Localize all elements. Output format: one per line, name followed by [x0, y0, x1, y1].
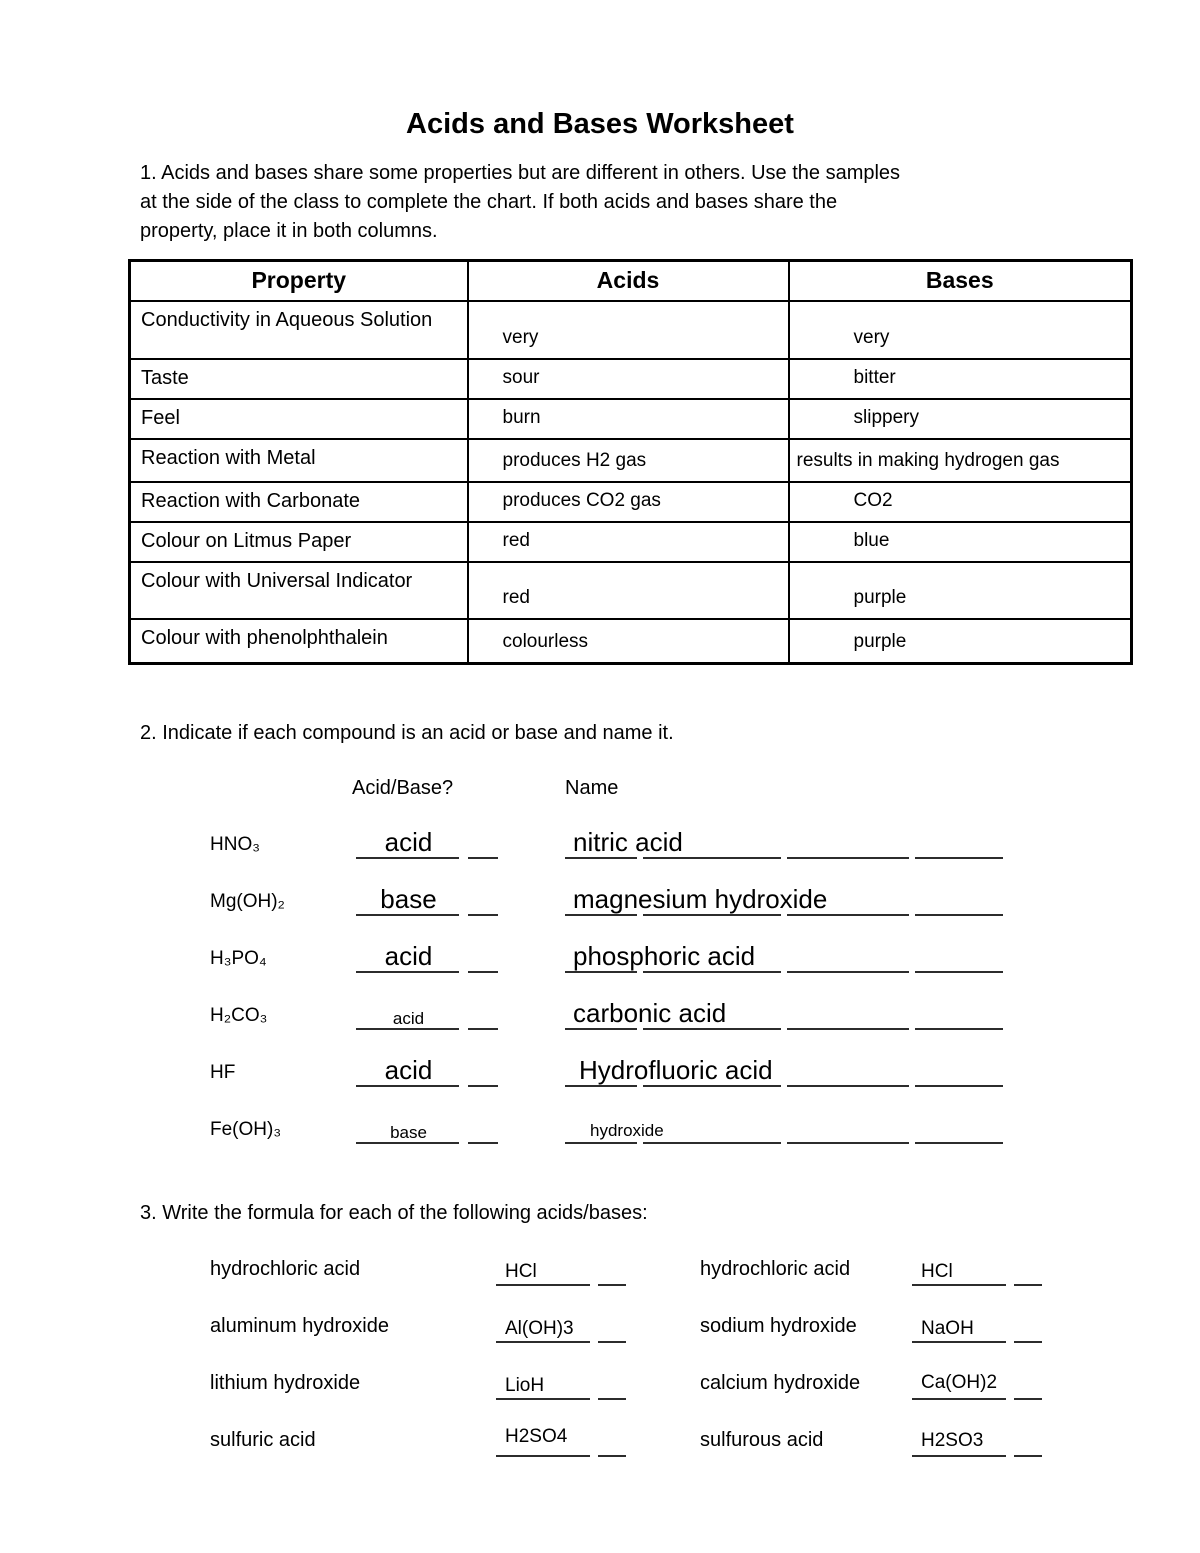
name-answer: magnesium hydroxide [573, 883, 828, 914]
bases-answer: results in making hydrogen gas [789, 439, 1132, 482]
formula-answer: Ca(OH)2 [921, 1371, 998, 1393]
compound-name-label: sulfuric acid [210, 1428, 316, 1451]
acid-base-column-header: Acid/Base? [352, 776, 454, 799]
acid-base-answer: base [390, 1122, 427, 1142]
blank-line [1014, 1397, 1042, 1400]
compound-name-label: sulfurous acid [700, 1428, 824, 1451]
blank-line [598, 1283, 626, 1286]
blank-line [643, 1141, 781, 1144]
blank-line [598, 1397, 626, 1400]
blank-line [496, 1340, 590, 1343]
column-header-acids: Acids [468, 261, 789, 302]
compound-name-label: lithium hydroxide [210, 1371, 361, 1394]
blank-line [468, 913, 498, 916]
formula-blank [912, 1317, 1042, 1343]
table-row [130, 562, 1132, 619]
table-row [130, 439, 1132, 482]
formula-row [0, 1229, 1200, 1286]
instructions-line: at the side of the class to complete the chart. If both acids and bases share the [140, 191, 838, 213]
compound-row [0, 802, 1200, 859]
column-header-bases: Bases [789, 261, 1132, 302]
question1-instructions [140, 159, 1070, 246]
formula-blank [912, 1429, 1042, 1457]
instructions-line: property, place it in both columns. [140, 220, 438, 242]
bases-answer: purple [789, 619, 1132, 663]
blank-line [915, 1141, 1003, 1144]
compound-name-label: sodium hydroxide [700, 1314, 857, 1337]
compound-formula: HNO₃ [210, 833, 260, 855]
table-row [130, 619, 1132, 663]
compound-row [0, 1087, 1200, 1144]
name-column-header: Name [565, 776, 619, 799]
compound-formula: Fe(OH)₃ [210, 1118, 282, 1140]
property-label: Colour with Universal Indicator [130, 562, 468, 619]
formula-blank [496, 1425, 626, 1457]
name-blank [565, 940, 1003, 973]
blank-line [598, 1340, 626, 1343]
acid-base-answer: acid [392, 1008, 425, 1028]
acid-base-blank [356, 1122, 502, 1144]
bases-answer: slippery [789, 399, 1132, 439]
blank-line [915, 856, 1003, 859]
formula-row [0, 1286, 1200, 1343]
formula-answer: HCl [505, 1260, 537, 1282]
acid-base-blank [356, 826, 502, 859]
formula-answer: LioH [505, 1374, 545, 1396]
compound-row [0, 859, 1200, 916]
formula-row [0, 1400, 1200, 1457]
blank-line [912, 1454, 1006, 1457]
blank-line [565, 1141, 637, 1144]
compound-formula: HF [210, 1061, 236, 1083]
formula-answer: H2SO4 [505, 1425, 568, 1447]
blank-line [1014, 1283, 1042, 1286]
property-label: Feel [130, 399, 468, 439]
instructions-line: 1. Acids and bases share some properties but are different in others. Use the samples [140, 162, 901, 184]
question3-rows [0, 1229, 1200, 1457]
name-answer: carbonic acid [573, 997, 727, 1028]
formula-blank [912, 1371, 1042, 1400]
table-row [130, 482, 1132, 522]
blank-line [912, 1283, 1006, 1286]
blank-line [915, 1027, 1003, 1030]
blank-line [1014, 1454, 1042, 1457]
column-header-property: Property [130, 261, 468, 302]
blank-line [787, 1141, 909, 1144]
acids-answer: colourless [468, 619, 789, 663]
acid-base-answer: acid [384, 1054, 433, 1085]
property-label: Colour on Litmus Paper [130, 522, 468, 562]
blank-line [787, 1084, 909, 1087]
bases-answer: blue [789, 522, 1132, 562]
table-row [130, 359, 1132, 399]
name-blank [565, 997, 1003, 1030]
blank-line [912, 1340, 1006, 1343]
blank-line [496, 1283, 590, 1286]
blank-line [496, 1454, 590, 1457]
blank-line [496, 1397, 590, 1400]
acid-base-blank [356, 940, 502, 973]
acids-answer: burn [468, 399, 789, 439]
question2-rows [0, 802, 1200, 1144]
blank-line [598, 1454, 626, 1457]
bases-answer: CO2 [789, 482, 1132, 522]
acids-answer: produces H2 gas [468, 439, 789, 482]
table-row [130, 301, 1132, 359]
name-blank [565, 1120, 1003, 1144]
bases-answer: very [789, 301, 1132, 359]
acid-base-answer: acid [384, 826, 433, 857]
formula-blank [496, 1260, 626, 1286]
blank-line [468, 1141, 498, 1144]
page-title: Acids and Bases Worksheet [406, 108, 794, 140]
table-row [130, 399, 1132, 439]
formula-blank [912, 1260, 1042, 1286]
blank-line [1014, 1340, 1042, 1343]
question2-column-headers [0, 777, 1200, 800]
compound-row [0, 1030, 1200, 1087]
compound-formula: H₃PO₄ [210, 947, 267, 969]
formula-answer: H2SO3 [921, 1429, 984, 1451]
acid-base-answer: acid [384, 940, 433, 971]
name-blank [565, 1054, 1003, 1087]
compound-formula: Mg(OH)₂ [210, 890, 285, 912]
formula-blank [496, 1317, 626, 1343]
properties-table [128, 259, 1133, 665]
compound-row [0, 973, 1200, 1030]
blank-line [787, 856, 909, 859]
property-label: Reaction with Metal [130, 439, 468, 482]
name-answer: phosphoric acid [573, 940, 756, 971]
formula-blank [496, 1374, 626, 1400]
blank-line [787, 1027, 909, 1030]
acids-answer: sour [468, 359, 789, 399]
formula-row [0, 1343, 1200, 1400]
compound-row [0, 916, 1200, 973]
property-label: Colour with phenolphthalein [130, 619, 468, 663]
name-answer: hydroxide [590, 1120, 664, 1140]
compound-formula: H₂CO₃ [210, 1004, 268, 1026]
blank-line [915, 970, 1003, 973]
bases-answer: purple [789, 562, 1132, 619]
property-label: Conductivity in Aqueous Solution [130, 301, 468, 359]
acid-base-blank [356, 1008, 502, 1030]
acids-answer: produces CO2 gas [468, 482, 789, 522]
question2-heading: 2. Indicate if each compound is an acid or base and name it. [140, 721, 674, 744]
acid-base-blank [356, 883, 502, 916]
table-header-row [130, 261, 1132, 302]
compound-name-label: aluminum hydroxide [210, 1314, 389, 1337]
formula-answer: NaOH [921, 1317, 974, 1339]
acids-answer: red [468, 522, 789, 562]
property-label: Reaction with Carbonate [130, 482, 468, 522]
blank-line [468, 856, 498, 859]
blank-line [468, 970, 498, 973]
compound-name-label: hydrochloric acid [700, 1257, 851, 1280]
property-label: Taste [130, 359, 468, 399]
acids-answer: very [468, 301, 789, 359]
acid-base-answer: base [380, 883, 437, 914]
name-blank [565, 883, 1003, 916]
blank-line [468, 1027, 498, 1030]
blank-line [468, 1084, 498, 1087]
table-row [130, 522, 1132, 562]
bases-answer: bitter [789, 359, 1132, 399]
compound-name-label: hydrochloric acid [210, 1257, 361, 1280]
acid-base-blank [356, 1054, 502, 1087]
name-answer: Hydrofluoric acid [579, 1054, 773, 1085]
compound-name-label: calcium hydroxide [700, 1371, 861, 1394]
formula-answer: Al(OH)3 [505, 1317, 574, 1339]
question3-heading: 3. Write the formula for each of the following acids/bases: [140, 1201, 648, 1224]
blank-line [912, 1397, 1006, 1400]
blank-line [915, 1084, 1003, 1087]
blank-line [787, 970, 909, 973]
acids-answer: red [468, 562, 789, 619]
name-answer: nitric acid [573, 826, 683, 857]
blank-line [915, 913, 1003, 916]
formula-answer: HCl [921, 1260, 953, 1282]
name-blank [565, 826, 1003, 859]
